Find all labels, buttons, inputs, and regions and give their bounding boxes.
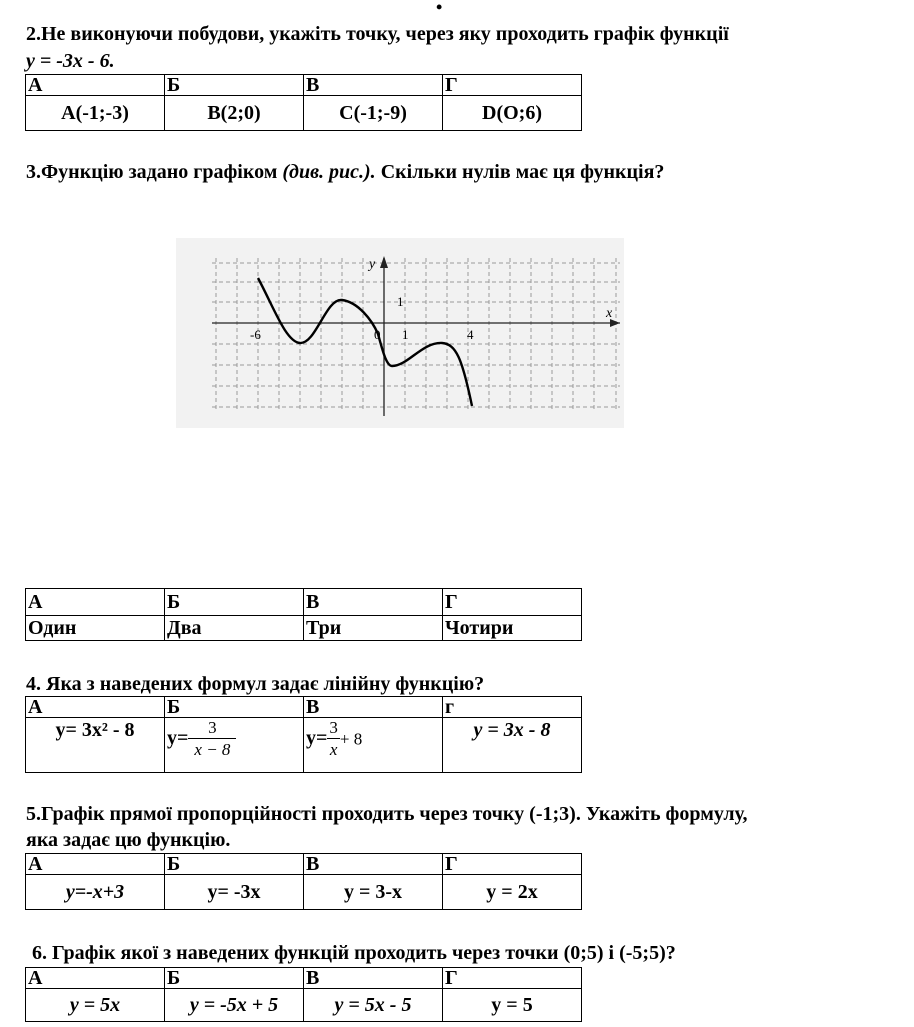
q5-answer-a: у=-х+3 xyxy=(26,875,165,910)
function-graph-svg xyxy=(176,238,624,428)
q2-answer-a: A(-1;-3) xyxy=(26,96,165,131)
tick-label-x4: 4 xyxy=(467,327,474,342)
q5-answer-c: у = 3-х xyxy=(304,875,443,910)
q3-answer-c: Три xyxy=(304,616,443,641)
q2-answer-b: B(2;0) xyxy=(165,96,304,131)
q4-answer-d: y = 3x - 8 xyxy=(443,718,582,773)
graph-background xyxy=(176,238,624,428)
q4-header-c: В xyxy=(304,697,443,718)
y-axis-label: y xyxy=(369,257,376,272)
q3-header-d: Г xyxy=(443,589,582,616)
q3-text xyxy=(26,160,664,184)
q4-text: 4. Яка з наведених формул задає лінійну функцію? xyxy=(26,673,485,695)
q2-header-d: Г xyxy=(443,75,582,96)
tick-label-neg6: -6 xyxy=(250,327,261,342)
q2-header-b: Б xyxy=(165,75,304,96)
q2-answer-d: D(O;6) xyxy=(443,96,582,131)
q6-header-c: В xyxy=(304,968,443,989)
tick-label-x1: 1 xyxy=(402,327,409,342)
q4-header-b: Б xyxy=(165,697,304,718)
q4-c-fraction xyxy=(327,718,340,761)
q3-text-before: 3.Функцію задано графіком xyxy=(26,161,283,183)
q4-c-denominator: x xyxy=(329,740,338,759)
q6-answer-a: у = 5х xyxy=(26,989,165,1022)
q2-answer-c: C(-1;-9) xyxy=(304,96,443,131)
q4-answer-c xyxy=(304,718,443,773)
q3-text-after: Скільки нулів має ця функція? xyxy=(375,161,665,183)
tick-label-origin: 0 xyxy=(374,327,381,342)
q5-header-b: Б xyxy=(165,854,304,875)
q4-b-fraction xyxy=(188,718,236,761)
q3-header-a: А xyxy=(26,589,165,616)
q3-answer-a: Один xyxy=(26,616,165,641)
q5-answer-table xyxy=(25,853,582,910)
q4-c-prefix: y= xyxy=(306,727,328,750)
q4-header-d: г xyxy=(443,697,582,718)
q3-text-italic: (див. рис.). xyxy=(282,161,376,183)
q5-answer-d: у = 2х xyxy=(443,875,582,910)
q4-header-a: А xyxy=(26,697,165,718)
q5-text-line1: 5.Графік прямої пропорційності проходить через точку (-1;3). Укажіть формулу, xyxy=(26,803,748,825)
q6-text: 6. Графік якої з наведених функцій проходить через точки (0;5) і (-5;5)? xyxy=(32,942,676,964)
q4-b-prefix: y= xyxy=(167,727,189,750)
q2-text-line2: у = -3х - 6. xyxy=(26,50,115,72)
function-graph xyxy=(176,238,624,428)
q2-answer-table xyxy=(25,74,582,131)
q5-header-c: В xyxy=(304,854,443,875)
q5-header-d: Г xyxy=(443,854,582,875)
q6-header-b: Б xyxy=(165,968,304,989)
q5-header-a: А xyxy=(26,854,165,875)
q3-answer-b: Два xyxy=(165,616,304,641)
q6-answer-table xyxy=(25,967,582,1022)
q4-answer-a: y= 3x² - 8 xyxy=(26,718,165,773)
q3-header-b: Б xyxy=(165,589,304,616)
q5-text-line2: яка задає цю функцію. xyxy=(26,829,231,851)
q6-header-d: Г xyxy=(443,968,582,989)
q6-answer-c: у = 5х - 5 xyxy=(304,989,443,1022)
q4-c-numerator: 3 xyxy=(329,718,338,737)
q6-header-a: А xyxy=(26,968,165,989)
q4-c-suffix: + 8 xyxy=(339,729,363,749)
q5-answer-b: у= -3х xyxy=(165,875,304,910)
q3-header-c: В xyxy=(304,589,443,616)
q2-header-a: А xyxy=(26,75,165,96)
q4-answer-b xyxy=(165,718,304,773)
q4-b-numerator: 3 xyxy=(188,718,236,739)
top-bullet: • xyxy=(436,0,443,17)
tick-label-y1: 1 xyxy=(397,294,404,309)
x-axis-label: x xyxy=(606,306,613,321)
q4-b-denominator: x − 8 xyxy=(194,740,231,759)
q2-text-line1: 2.Не виконуючи побудови, укажіть точку, через яку проходить графік функції xyxy=(26,23,729,45)
q4-answer-table xyxy=(25,696,582,773)
q3-answer-d: Чотири xyxy=(443,616,582,641)
q6-answer-b: у = -5х + 5 xyxy=(165,989,304,1022)
q3-answer-table xyxy=(25,588,582,641)
q6-answer-d: у = 5 xyxy=(443,989,582,1022)
q2-header-c: В xyxy=(304,75,443,96)
